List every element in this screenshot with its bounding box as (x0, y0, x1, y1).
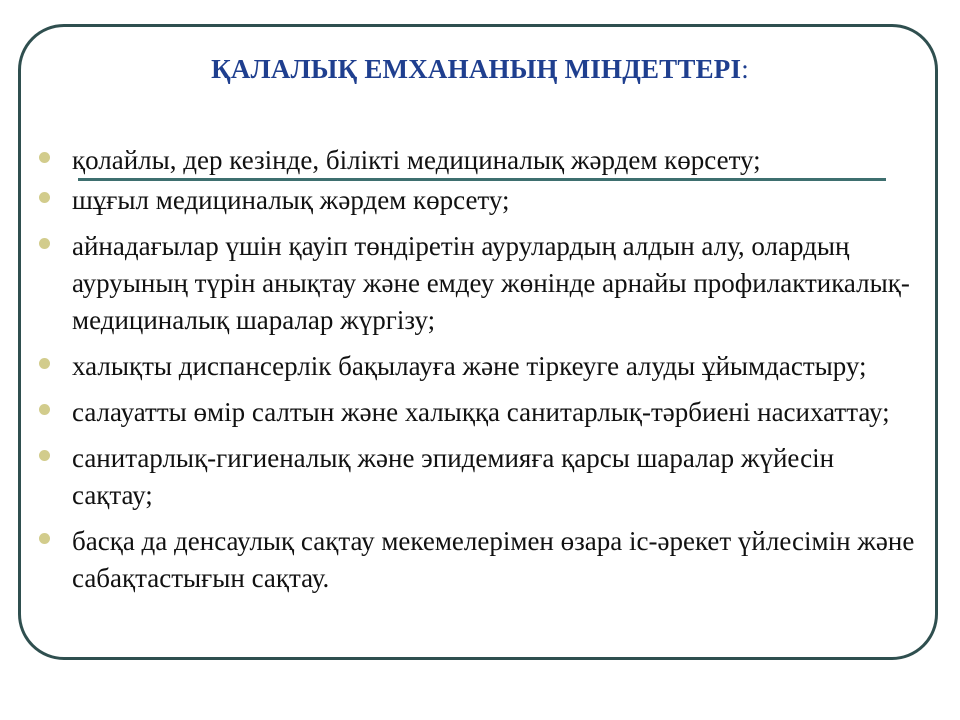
task-item-5 (36, 394, 916, 431)
task-text-5: салауатты өмір салтын және халыққа санитарлық-тәрбиені насихаттау; (72, 397, 890, 427)
bullet-icon (39, 152, 50, 163)
bullet-icon (39, 533, 50, 544)
slide-title-colon: : (741, 54, 749, 84)
task-item-2 (36, 182, 916, 219)
bullet-icon (39, 358, 50, 369)
slide-title-text: ҚАЛАЛЫҚ ЕМХАНАНЫҢ МІНДЕТТЕРІ (211, 54, 742, 84)
task-text-4: халықты диспансерлік бақылауға және тіркеуге алуды ұйымдастыру; (72, 351, 867, 381)
task-item-7 (36, 523, 916, 597)
task-item-4 (36, 348, 916, 385)
task-item-6 (36, 440, 916, 514)
bullet-icon (39, 404, 50, 415)
task-text-3: айнадағылар үшін қауіп төндіретін аурулардың алдын алу, олардың ауруының түрін анықтау және емдеу жөнінде арнайы профилактикалық-медициналық шаралар жүргізу; (72, 231, 910, 335)
bullet-icon (39, 450, 50, 461)
slide-title (0, 54, 960, 85)
bullet-icon (39, 238, 50, 249)
task-item-3 (36, 228, 916, 339)
task-item-1 (36, 142, 916, 179)
task-text-2: шұғыл медициналық жәрдем көрсету; (72, 185, 510, 215)
underline-rule (78, 178, 886, 181)
task-text-6: санитарлық-гигиеналық және эпидемияға қарсы шаралар жүйесін сақтау; (72, 443, 835, 510)
task-text-1: қолайлы, дер кезінде, білікті медициналық жәрдем көрсету; (72, 145, 761, 175)
task-list (36, 142, 916, 606)
bullet-icon (39, 192, 50, 203)
task-text-7: басқа да денсаулық сақтау мекемелерімен өзара іс-әрекет үйлесімін және сабақтастығын сақтау. (72, 526, 915, 593)
